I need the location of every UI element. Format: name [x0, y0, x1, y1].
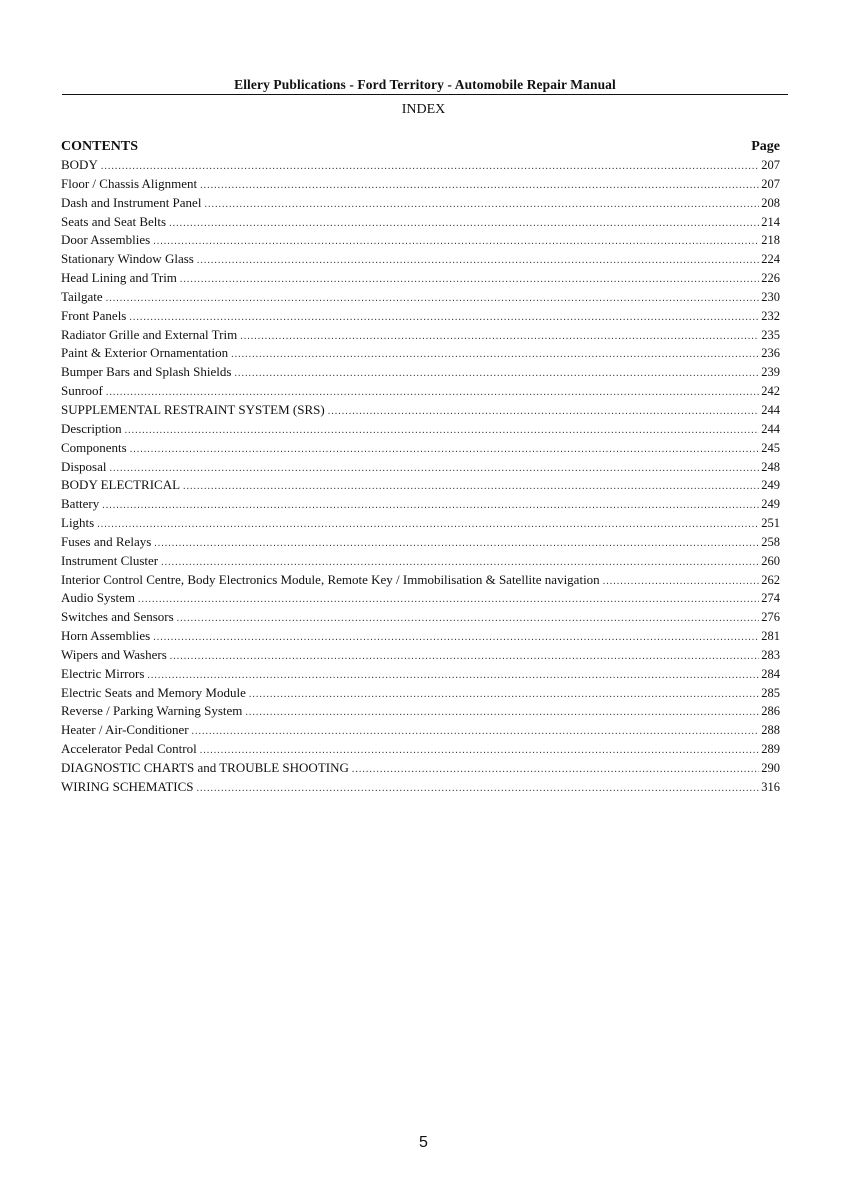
toc-entry-label: BODY: [61, 157, 98, 172]
toc-entry[interactable]: [61, 589, 780, 608]
toc-entry[interactable]: [61, 156, 780, 175]
toc-entry[interactable]: [61, 326, 780, 345]
toc-entry-page: 226: [761, 271, 780, 286]
toc-entry[interactable]: [61, 175, 780, 194]
dot-leader: [106, 290, 760, 307]
toc-entry-label: Fuses and Relays: [61, 533, 152, 549]
toc-entry-page: 249: [761, 497, 780, 512]
toc-entry-label: Lights: [61, 515, 95, 531]
toc-entry-label: BODY ELECTRICAL: [61, 477, 181, 493]
toc-entry-page: 214: [761, 214, 780, 229]
toc-entry-label: Wipers and Washers: [61, 646, 167, 662]
toc-entry[interactable]: [61, 307, 780, 326]
toc-entry-label: Battery: [61, 496, 100, 512]
dot-leader: [192, 723, 760, 740]
toc-entry[interactable]: [61, 344, 780, 363]
toc-entry-label: Sunroof: [61, 383, 103, 399]
dot-leader: [97, 516, 759, 533]
dot-leader: [177, 610, 760, 627]
toc-entry-page: 244: [761, 421, 780, 436]
contents-heading: CONTENTS: [61, 139, 139, 154]
dot-leader: [129, 309, 759, 326]
dot-leader: [170, 648, 759, 665]
toc-entry-page: 316: [761, 779, 780, 794]
toc-entry-page: 244: [761, 402, 780, 417]
toc-entry[interactable]: [61, 514, 780, 533]
toc-entry[interactable]: [61, 608, 780, 627]
toc-entry[interactable]: [61, 420, 780, 439]
toc-entry-label: Radiator Grille and External Trim: [61, 326, 238, 342]
toc-entry-page: 224: [761, 252, 780, 267]
toc-entry-label: Interior Control Centre, Body Electronics Module, Remote Key / Immobilisation & Satellite navigation: [61, 571, 600, 587]
toc-entry-label: Head Lining and Trim: [61, 270, 177, 286]
toc-entry-page: 274: [761, 591, 780, 606]
dot-leader: [106, 384, 759, 401]
dot-leader: [204, 196, 759, 213]
running-header: [62, 76, 788, 95]
toc-entry-label: Electric Seats and Memory Module: [61, 684, 246, 700]
dot-leader: [197, 780, 760, 797]
toc-entry-page: 276: [761, 610, 780, 625]
toc-entry[interactable]: [61, 759, 780, 778]
toc-entry-label: Stationary Window Glass: [61, 251, 194, 267]
toc-entry-label: Door Assemblies: [61, 232, 151, 248]
toc-entry-label: Audio System: [61, 590, 136, 606]
toc-entry[interactable]: [61, 533, 780, 552]
page-number: 5: [419, 1134, 428, 1151]
dot-leader: [197, 252, 759, 269]
toc-entry-page: 208: [761, 195, 780, 210]
toc-entry-page: 245: [761, 440, 780, 455]
toc-entry-label: Instrument Cluster: [61, 552, 159, 568]
toc-entry-page: 242: [761, 384, 780, 399]
dot-leader: [153, 629, 759, 646]
toc-entry[interactable]: [61, 288, 780, 307]
page-column-heading: Page: [751, 139, 780, 154]
toc-entry-page: 260: [761, 553, 780, 568]
index-title: INDEX: [401, 102, 446, 117]
toc-entry-label: Dash and Instrument Panel: [61, 194, 202, 210]
dot-leader: [180, 271, 759, 288]
dot-leader: [147, 667, 759, 684]
toc-entry-page: 286: [761, 704, 780, 719]
toc-entry-label: Heater / Air-Conditioner: [61, 722, 189, 738]
toc-entry-label: DIAGNOSTIC CHARTS and TROUBLE SHOOTING: [61, 760, 349, 775]
dot-leader: [154, 535, 759, 552]
toc-entry-page: 218: [761, 233, 780, 248]
toc-entry-page: 207: [761, 176, 780, 191]
toc-entry-label: Paint & Exterior Ornamentation: [61, 345, 229, 361]
dot-leader: [101, 158, 759, 175]
toc-entry-label: Seats and Seat Belts: [61, 213, 167, 229]
dot-leader: [352, 761, 759, 778]
dot-leader: [161, 554, 759, 571]
toc-entry[interactable]: [61, 778, 780, 797]
toc-entry-page: 248: [761, 459, 780, 474]
manual-title: Ellery Publications - Ford Territory - Automobile Repair Manual: [234, 77, 616, 92]
dot-leader: [249, 686, 759, 703]
toc-entry-page: 235: [761, 327, 780, 342]
toc-entry-page: 283: [761, 647, 780, 662]
toc-entry-label: Description: [61, 420, 122, 436]
toc-entry-label: Electric Mirrors: [61, 665, 145, 681]
dot-leader: [102, 497, 759, 514]
toc-entry-label: Floor / Chassis Alignment: [61, 175, 198, 191]
toc-entry[interactable]: [61, 476, 780, 495]
toc-entry[interactable]: [61, 721, 780, 740]
toc-entry-page: 284: [761, 666, 780, 681]
toc-entry[interactable]: [61, 231, 780, 250]
dot-leader: [169, 215, 759, 232]
toc-entry-label: Disposal: [61, 458, 107, 474]
toc-entry-page: 285: [761, 685, 780, 700]
table-of-contents: [61, 156, 780, 797]
toc-entry[interactable]: [61, 363, 780, 382]
toc-entry[interactable]: [61, 439, 780, 458]
toc-entry-label: Front Panels: [61, 307, 127, 323]
toc-entry-page: 249: [761, 478, 780, 493]
toc-entry-label: WIRING SCHEMATICS: [61, 778, 194, 794]
dot-leader: [183, 478, 759, 495]
toc-entry[interactable]: [61, 552, 780, 571]
dot-leader: [231, 346, 759, 363]
toc-entry-label: Horn Assemblies: [61, 628, 151, 644]
toc-entry[interactable]: [61, 250, 780, 269]
toc-entry-page: 290: [761, 761, 780, 775]
dot-leader: [138, 591, 759, 608]
dot-leader: [153, 233, 759, 250]
toc-entry[interactable]: [61, 213, 780, 232]
toc-entry-label: SUPPLEMENTAL RESTRAINT SYSTEM (SRS): [61, 401, 325, 417]
toc-entry-page: 239: [761, 365, 780, 380]
dot-leader: [110, 460, 760, 477]
toc-entry-page: 281: [761, 629, 780, 644]
toc-entry[interactable]: [61, 571, 780, 590]
dot-leader: [245, 704, 759, 721]
toc-entry-label: Accelerator Pedal Control: [61, 741, 197, 757]
toc-entry-label: Components: [61, 439, 127, 455]
toc-entry[interactable]: [61, 401, 780, 420]
toc-entry-page: 207: [761, 158, 780, 172]
dot-leader: [240, 328, 759, 345]
toc-entry[interactable]: [61, 382, 780, 401]
dot-leader: [200, 742, 760, 759]
toc-entry-page: 232: [761, 308, 780, 323]
toc-entry[interactable]: [61, 495, 780, 514]
toc-entry-label: Bumper Bars and Splash Shields: [61, 364, 232, 380]
toc-entry-page: 262: [761, 572, 780, 587]
dot-leader: [200, 177, 759, 194]
toc-entry[interactable]: [61, 702, 780, 721]
dot-leader: [603, 573, 760, 590]
toc-entry-label: Switches and Sensors: [61, 609, 174, 625]
toc-entry[interactable]: [61, 458, 780, 477]
dot-leader: [130, 441, 760, 458]
toc-entry[interactable]: [61, 684, 780, 703]
toc-entry-label: Tailgate: [61, 288, 103, 304]
toc-entry-page: 258: [761, 534, 780, 549]
toc-entry-page: 230: [761, 289, 780, 304]
toc-entry[interactable]: [61, 194, 780, 213]
dot-leader: [234, 365, 759, 382]
dot-leader: [125, 422, 760, 439]
toc-entry-page: 236: [761, 346, 780, 361]
toc-entry-page: 251: [761, 516, 780, 531]
toc-entry[interactable]: [61, 740, 780, 759]
toc-entry-page: 289: [761, 742, 780, 757]
toc-entry-label: Reverse / Parking Warning System: [61, 703, 243, 719]
toc-entry[interactable]: [61, 646, 780, 665]
toc-entry[interactable]: [61, 665, 780, 684]
toc-entry[interactable]: [61, 627, 780, 646]
toc-entry[interactable]: [61, 269, 780, 288]
contents-heading-row: [61, 138, 780, 156]
dot-leader: [328, 403, 760, 420]
toc-entry-page: 288: [761, 723, 780, 738]
